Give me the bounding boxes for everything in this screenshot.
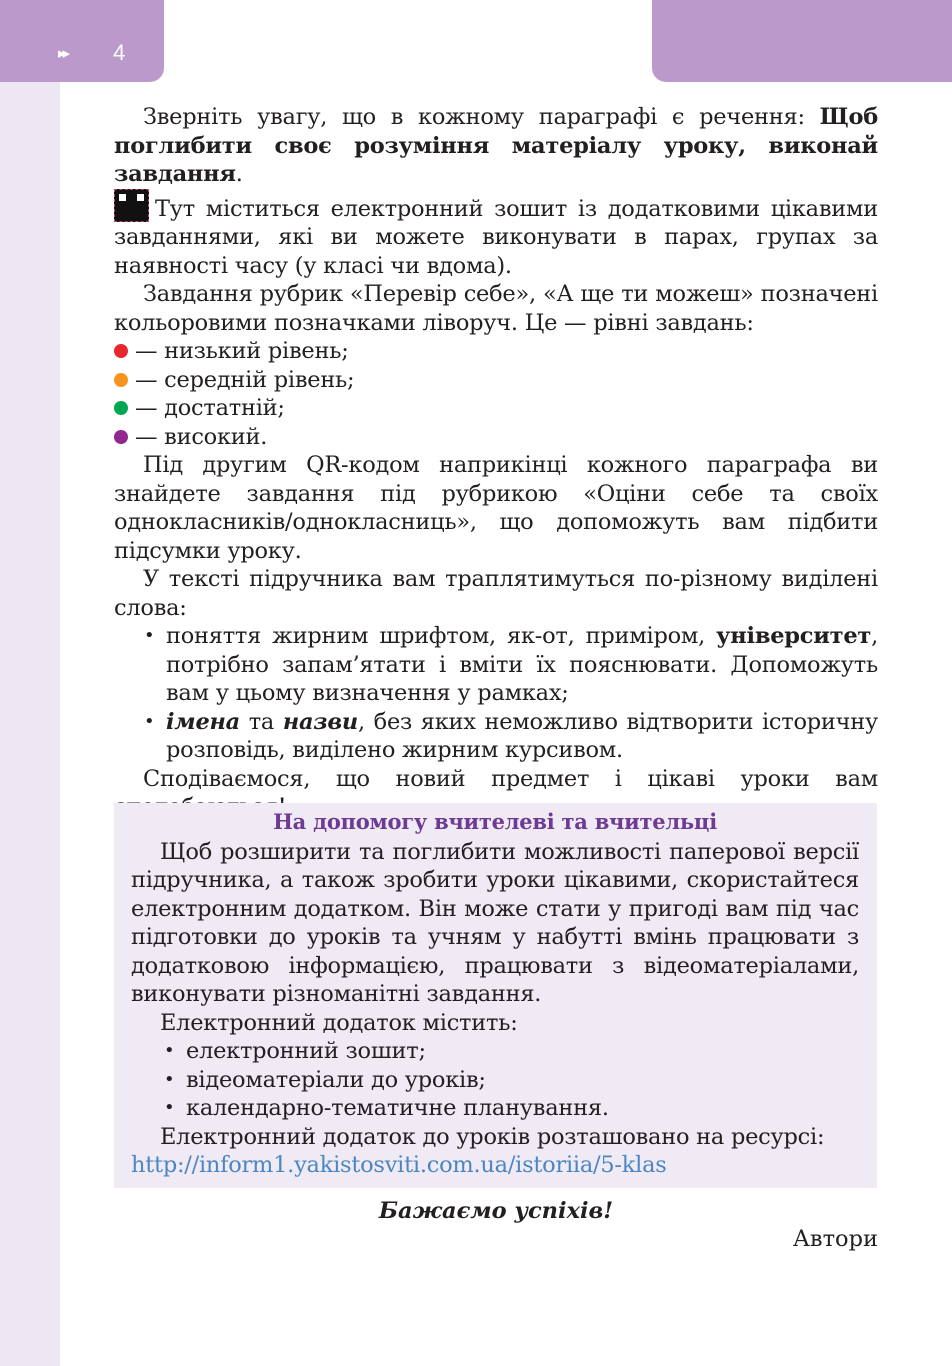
bold-italic-term: імена <box>166 708 240 735</box>
bold-term: університет <box>716 623 872 649</box>
resource-link[interactable]: http://inform1.yakistosviti.com.ua/istoriia/5-klas <box>131 1152 667 1178</box>
item-text: та <box>239 708 283 735</box>
closing-paragraph: Сподіваємося, що новий предмет і цікаві уроки вам <box>143 765 878 792</box>
qr-code-icon[interactable] <box>114 189 149 222</box>
header-decor-tab <box>652 0 952 82</box>
level-medium <box>114 366 878 395</box>
page-number: 4 <box>113 40 126 65</box>
highlight-intro: У тексті підручника вам траплятимуться по-різному виділені слова: <box>114 566 878 621</box>
box-paragraph-1: Щоб розширити та поглибити можливості паперової версії підручника, а також зробити уроки цікавими, скористайтеся електронним додатком. Він може стати у пригоді вам під час підготовки до уроків та учням у набутті вмінь працювати з додатковою інформацією, працювати з відеоматеріалами, виконувати різноманітні завдання. <box>131 838 859 1007</box>
levels-list <box>114 337 878 451</box>
intro-bold-sentence: Щоб поглибити своє розуміння матеріалу уроку, виконай завдання <box>114 104 878 187</box>
qr-description: Тут міститься електронний зошит із додатковими цікавими завданнями, які ви можете виконувати в парах, групах за наявності часу (у класі чи вдома). <box>114 195 878 279</box>
levels-intro: Завдання рубрик «Перевір себе», «А ще ти можеш» позначені кольоровими позначками ліворуч. Це — рівні завдань: <box>114 281 878 336</box>
level-label: — середній рівень; <box>135 366 355 393</box>
bold-italic-term: назви <box>282 708 359 735</box>
list-item <box>166 622 878 708</box>
page-number-tab <box>0 0 164 82</box>
intro-period: . <box>235 161 243 187</box>
box-paragraph-2: Електронний додаток містить: <box>160 1009 518 1036</box>
item-text: , без яких неможливо відтворити історичну розповідь, виділено жирним курсивом. <box>166 708 878 763</box>
list-item <box>166 708 878 765</box>
box-title: На допомогу вчителеві та вчительці <box>273 809 717 834</box>
main-text <box>114 103 878 822</box>
authors-signature: Автори <box>792 1226 878 1252</box>
box-list <box>131 1037 859 1123</box>
intro-text: Зверніть увагу, що в кожному параграфі є речення: <box>143 104 820 130</box>
box-paragraph-3: Електронний додаток до уроків розташовано на ресурсі: <box>160 1123 825 1150</box>
green-dot-icon <box>114 401 128 415</box>
wish-text: Бажаємо успіхів! <box>378 1198 614 1224</box>
qr-paragraph <box>114 189 878 281</box>
level-sufficient <box>114 394 878 423</box>
level-label: — низький рівень; <box>135 338 349 364</box>
level-label: — достатній; <box>135 395 285 421</box>
teacher-info-box <box>114 803 877 1188</box>
double-arrow-icon: ▸▸ <box>58 44 68 62</box>
intro-paragraph-1 <box>114 103 878 189</box>
item-text: поняття жирним шрифтом, як-от, приміром, <box>166 623 717 649</box>
level-label: — високий. <box>135 423 268 450</box>
list-item: • електронний зошит; <box>186 1037 859 1066</box>
red-dot-icon <box>114 344 128 358</box>
left-margin-band <box>0 0 60 1366</box>
level-high <box>114 423 878 452</box>
orange-dot-icon <box>114 373 128 387</box>
purple-dot-icon <box>114 430 128 444</box>
qr2-paragraph: Під другим QR-кодом наприкінці кожного параграфа ви знайдете завдання під рубрикою «Оціни себе та своїх однокласників/однокласниць», що допоможуть вам підбити підсумки уроку. <box>114 452 878 564</box>
list-item: • відеоматеріали до уроків; <box>186 1066 859 1095</box>
item-text: , потрібно запам’ятати і вміти їх пояснювати. Допоможуть вам у цьому визначення у рамках; <box>166 623 878 706</box>
list-item: • календарно-тематичне планування. <box>186 1094 859 1123</box>
resource-link-line <box>131 1151 859 1180</box>
highlight-list <box>114 622 878 765</box>
level-low <box>114 337 878 366</box>
